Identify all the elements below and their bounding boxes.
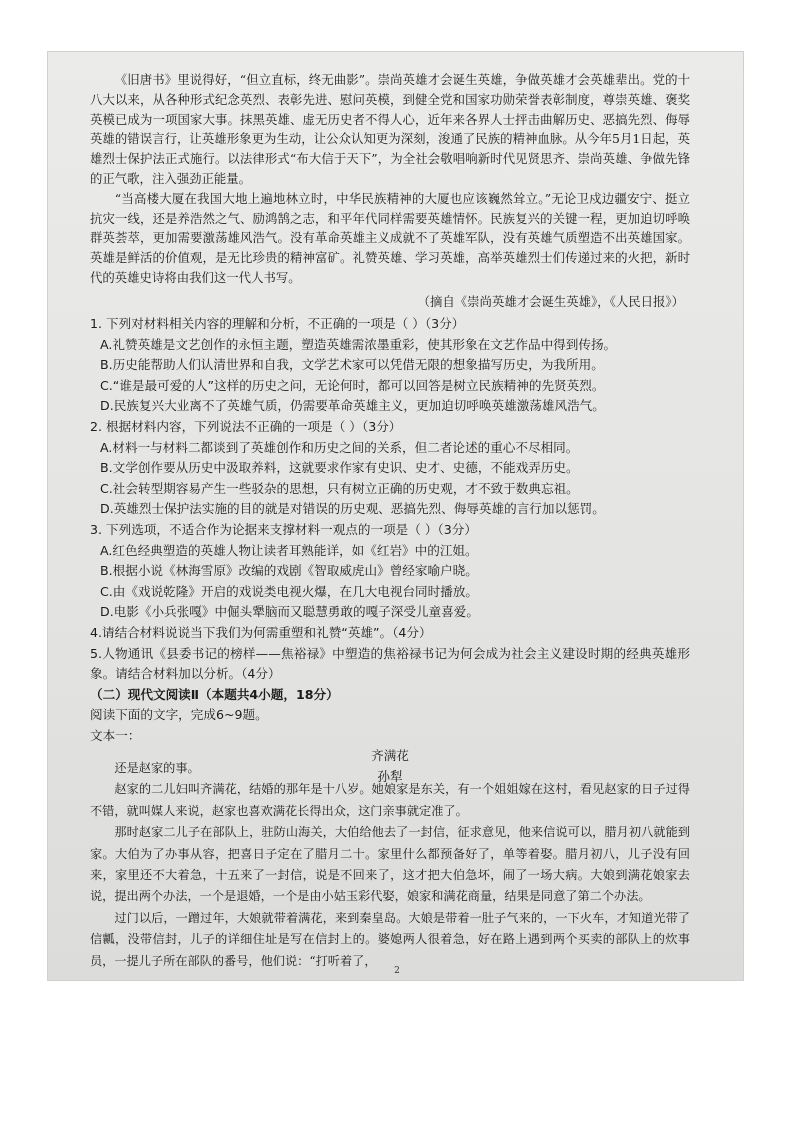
story-author: 孙犁 — [377, 769, 403, 785]
page-number: 2 — [394, 966, 400, 976]
passage-source: （摘自《崇尚英雄才会诞生英雄》，《人民日报》） — [417, 293, 684, 309]
question-option: A.材料一与材料二都谈到了英雄创作和历史之间的关系，但二者论述的重心不尽相同。 — [100, 439, 579, 455]
question-option: A.礼赞英雄是文艺创作的永恒主题，塑造英雄需浓墨重彩，使其形象在文艺作品中得到传扬。 — [100, 336, 617, 352]
section-instruction: 阅读下面的文字，完成6~9题。 — [90, 707, 268, 723]
passage-two — [90, 758, 690, 972]
question-option: D.电影《小兵张嘎》中倔头犟脑而又聪慧勇敢的嘎子深受儿童喜爱。 — [100, 604, 479, 620]
question-stem: 1. 下列对材料相关内容的理解和分析，不正确的一项是（ ）（3分） — [90, 316, 465, 331]
story-title: 齐满花 — [371, 748, 409, 764]
passage-paragraph: “当高楼大厦在我国大地上遍地林立时，中华民族精神的大厦也应该巍然耸立。”无论卫戍边疆安宁、挺立抗灾一线，还是养浩然之气、励鸿鹄之志，和平年代同样需要英雄情怀。民族复兴的关键一程，更加迫切呼唤群英荟萃，更加需要激荡雄风浩气。没有革命英雄主义成就不了英雄军队，没有英雄气质塑造不出英雄国家。英雄是鲜活的价值观，是无比珍贵的精神富矿。礼赞英雄、学习英雄，高举英雄烈士们传递过来的火把，新时代的英雄史诗将由我们这一代人书写。 — [90, 190, 690, 285]
question-stem: 4.请结合材料说说当下我们为何需重塑和礼赞“英雄”。（4分） — [90, 624, 432, 640]
section-heading: （二）现代文阅读Ⅱ（本题共4小题，18分） — [90, 686, 339, 702]
story-paragraph: 还是赵家的事。 — [114, 761, 200, 775]
question-list — [90, 314, 690, 788]
question-stem: 3. 下列选项，不适合作为论据来支撑材料一观点的一项是（ ）（3分） — [90, 521, 477, 537]
passage-one — [90, 70, 690, 312]
passage-paragraph: 《旧唐书》里说得好，“但立直标，终无曲影”。崇尚英雄才会诞生英雄，争做英雄才会英雄辈出。党的十八大以来，从各种形式纪念英烈、表彰先进、慰问英模，到健全党和国家功勋荣誉表彰制度，尊崇英雄、褒奖英模已成为一项国家大事。抹黑英雄、虚无历史者不得人心，近年来各界人士抨击曲解历史、恶搞先烈、侮辱英雄的错误言行，让英雄形象更为生动，让公众认知更为深刻，浚通了民族的精神血脉。从今年5月1日起，英雄烈士保护法正式施行。以法律形式“布大信于天下”，为全社会敬唱响新时代见贤思齐、崇尚英雄、争做先锋的正气歌，注入强劲正能量。 — [90, 72, 690, 186]
question-option: B.根据小说《林海雪原》改编的戏剧《智取威虎山》曾经家喻户晓。 — [100, 563, 478, 579]
question-stem: 2. 根据材料内容，下列说法不正确的一项是（ ）（3分） — [90, 418, 402, 434]
text-label: 文本一： — [90, 727, 141, 743]
story-paragraph: 那时赵家二儿子在部队上，驻防山海关，大伯给他去了一封信，征求意见，他来信说可以，腊月初八就能到家。大伯为了办事从容，把喜日子定在了腊月二十。家里什么都预备好了，单等着娶。腊月初八，儿子没有回来，家里还不大着急，十五来了一封信，说是不回来了，这才把大伯急坏，闹了一场大病。大娘到满花娘家去说，提出两个办法，一个是退婚，一个是由小姑玉彩代娶，娘家和满花商量，结果是同意了第二个办法。 — [90, 825, 690, 904]
question-option: B.历史能帮助人们认清世界和自我，文学艺术家可以凭借无限的想象描写历史，为我所用。 — [100, 357, 604, 373]
question-option: D.英雄烈士保护法实施的目的就是对错误的历史观、恶搞先烈、侮辱英雄的言行加以惩罚。 — [100, 501, 605, 517]
question-option: B.文学创作要从历史中汲取养料，这就要求作家有史识、史才、史德，不能戏弄历史。 — [100, 460, 579, 476]
story-paragraph: 赵家的二儿妇叫齐满花，结婚的那年是十八岁。她娘家是东关，有一个姐姐嫁在这村，看见赵家的日子过得不错，就叫媒人来说，赵家也喜欢满花长得出众，这门亲事就定准了。 — [90, 782, 690, 818]
question-option: C.由《戏说乾隆》开启的戏说类电视火爆，在几大电视台同时播放。 — [100, 583, 479, 599]
question-option: C.社会转型期容易产生一些驳杂的思想，只有树立正确的历史观，才不致于数典忘祖。 — [100, 480, 579, 496]
story-paragraph: 过门以后，一蹭过年，大娘就带着满花，来到秦皇岛。大娘是带着一肚子气来的，一下火车，才知道光带了信瓤，没带信封，儿子的详细住址是写在信封上的。婆媳两人很着急，好在路上遇到两个买卖的部队上的炊事员，一提儿子所在部队的番号，他们说：“打听着了， — [90, 910, 690, 968]
question-option: D.民族复兴大业离不了英雄气质，仍需要革命英雄主义，更加迫切呼唤英雄激荡雄风浩气。 — [100, 398, 605, 414]
question-option: A.红色经典塑造的英雄人物让读者耳熟能详，如《红岩》中的江姐。 — [100, 542, 478, 558]
question-stem: 5.人物通讯《县委书记的榜样——焦裕禄》中塑造的焦裕禄书记为何会成为社会主义建设时期的经典英雄形象。请结合材料加以分析。（4分） — [90, 645, 690, 682]
question-option: C.“谁是最可爱的人”这样的历史之问，无论何时，都可以回答是树立民族精神的先贤英烈。 — [100, 377, 605, 393]
